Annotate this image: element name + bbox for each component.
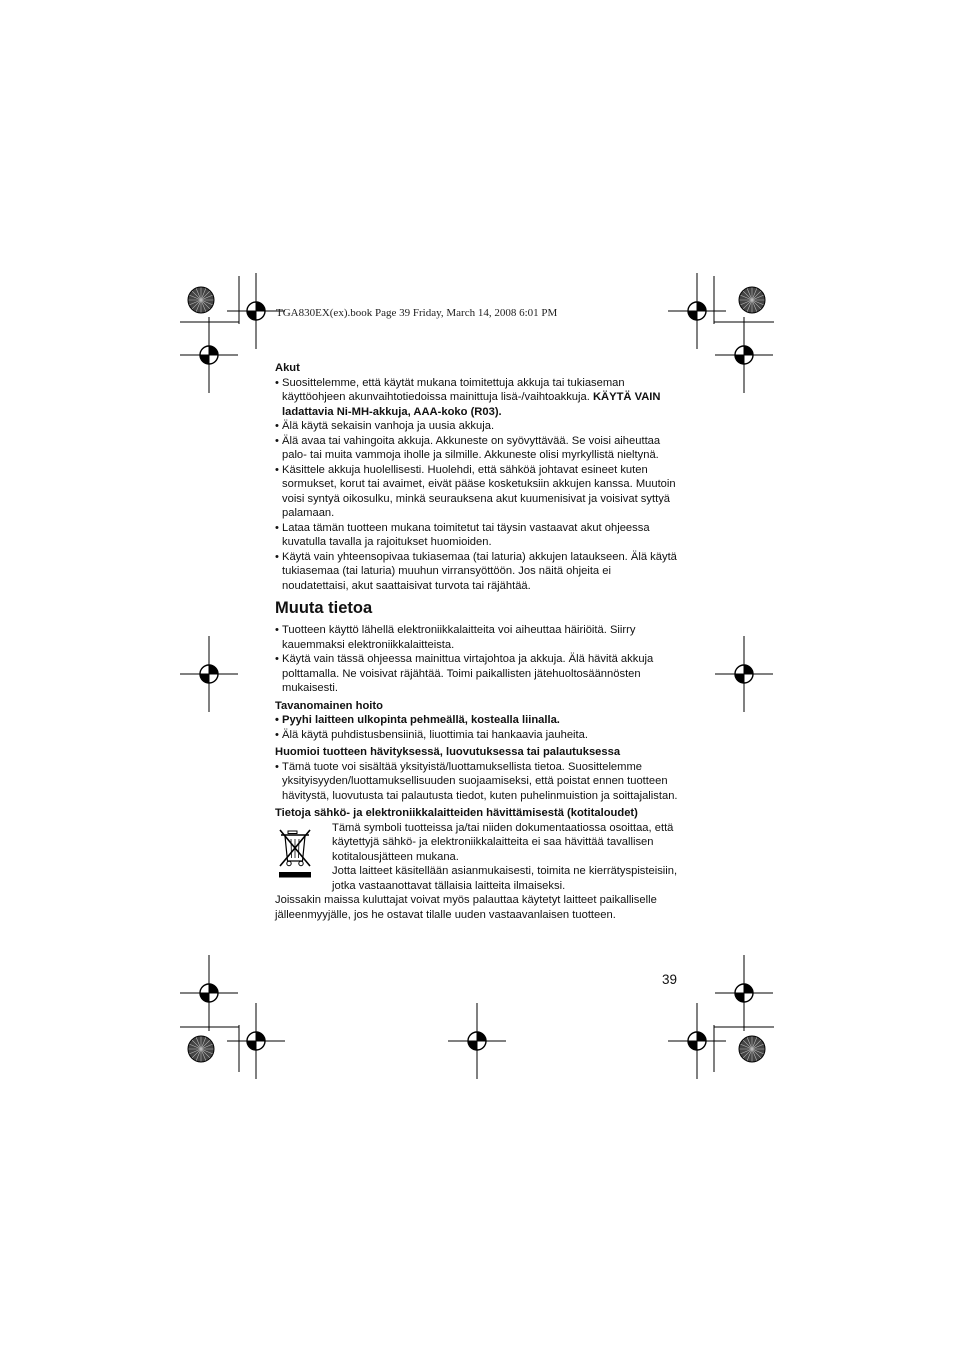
list-item: • Älä käytä sekaisin vanhoja ja uusia akkuja. [275, 419, 680, 434]
registration-mark-icon [180, 317, 238, 393]
page-content [275, 361, 680, 922]
registration-mark-icon [180, 955, 238, 1031]
section-heading-hoito: Tavanomainen hoito [275, 699, 383, 712]
registration-mark-icon [188, 1036, 214, 1062]
registration-mark-icon [668, 1003, 726, 1079]
akut-list [275, 376, 680, 594]
list-item: • Käsittele akkuja huolellisesti. Huolehdi, että sähköä johtavat esineet kuten sormukset, korut tai avaimet, eivät pääse kosketuksiin akkujen kanssa. Muutoin voisi syntyä oikosulku, minkä seurauksena akut kuumenisivat ja voisivat syttyä palamaan. [275, 463, 680, 521]
section-heading-akut: Akut [275, 362, 300, 374]
list-item: • Käytä vain yhteensopivaa tukiasemaa (tai laturia) akkujen lataukseen. Älä käytä tukiasemaa (tai laturia) muuhun virransyöttöön. Jos näitä ohjeita ei noudatettaisi, akut saattaisivat turvota tai räjähtää. [275, 550, 680, 594]
registration-mark-icon [188, 287, 214, 313]
section-heading-huomioi: Huomioi tuotteen hävityksessä, luovutuksessa tai palautuksessa [275, 746, 621, 758]
list-item: • Suosittelemme, että käytät mukana toimitettuja akkuja tai tukiaseman käyttöohjeen akunvaihtotiedoissa mainittuja lisä-/vaihtoakkuja. KÄYTÄ VAIN ladattavia Ni-MH-akkuja, AAA-koko (R03). [275, 376, 680, 420]
weee-paragraph: Joissakin maissa kuluttajat voivat myös palauttaa käytetyt laitteet paikalliselle jälleenmyyjälle, jos he ostavat tilalle uuden vastaavanlaisen tuotteen. [275, 894, 657, 921]
registration-mark-icon [739, 287, 765, 313]
page-number: 39 [662, 972, 678, 987]
list-item: • Pyyhi laitteen ulkopinta pehmeällä, kostealla liinalla. [275, 713, 680, 728]
registration-mark-icon [715, 317, 773, 393]
registration-mark-icon [739, 1036, 765, 1062]
section-heading-muuta-tietoa: Muuta tietoa [275, 599, 373, 617]
muuta-list [275, 623, 680, 696]
list-item: • Älä avaa tai vahingoita akkuja. Akkuneste on syövyttävää. Se voisi aiheuttaa palo- tai muita vammoja iholle ja silmille. Akkuneste olisi myrkyllistä nieltynä. [275, 434, 680, 463]
registration-mark-icon [715, 636, 773, 712]
huomioi-list [275, 760, 680, 804]
registration-mark-icon [715, 955, 773, 1031]
bold-warning: KÄYTÄ VAIN ladattavia Ni-MH-akkuja, AAA-koko (R03). [282, 391, 661, 418]
list-item: • Tämä tuote voi sisältää yksityistä/luottamuksellista tietoa. Suosittelemme yksityisyyden/luottamuksellisuuden suojaamiseksi, että poistat ennen tuotteen hävitystä, luovutusta tai palautusta tiedot, kuten puhelinmuistion ja soittajalistan. [275, 760, 680, 804]
list-item: • Älä käytä puhdistusbensiiniä, liuottimia tai hankaavia jauheita. [275, 728, 680, 743]
registration-mark-icon [227, 1003, 285, 1079]
registration-mark-icon [448, 1003, 506, 1079]
list-item: • Lataa tämän tuotteen mukana toimitetut tai täysin vastaavat akut ohjeessa kuvatulla tavalla ja rajoitukset huomioiden. [275, 521, 680, 550]
weee-paragraph: Jotta laitteet käsitellään asianmukaisesti, toimita ne kierrätyspisteisiin, jotka vastaanottavat tällaisia laitteita ilmaiseksi. [332, 865, 678, 892]
weee-crossed-bin-icon [275, 825, 319, 881]
list-item: • Käytä vain tässä ohjeessa mainittua virtajohtoa ja akkuja. Älä hävitä akkuja polttamalla. Ne voisivat räjähtää. Toimi paikallisten jätehuoltosäännösten mukaisesti. [275, 652, 680, 696]
section-heading-tietoja: Tietoja sähkö- ja elektroniikkalaitteiden hävittämisestä (kotitaloudet) [275, 807, 638, 819]
weee-text [332, 821, 680, 894]
registration-mark-icon [668, 273, 726, 349]
weee-block [275, 821, 680, 894]
list-item: • Tuotteen käyttö lähellä elektroniikkalaitteita voi aiheuttaa häiriöitä. Siirry kauemmaksi elektroniikkalaitteista. [275, 623, 680, 652]
book-file-info: TGA830EX(ex).book Page 39 Friday, March 14, 2008 6:01 PM [276, 307, 558, 319]
registration-mark-icon [180, 636, 238, 712]
weee-paragraph: Tämä symboli tuotteissa ja/tai niiden dokumentaatiossa osoittaa, että käytettyjä sähkö- ja elektroniikkalaitteita ei saa hävittää tavallisen kotitalousjätteen mukana. [332, 821, 674, 863]
hoito-list [275, 713, 680, 742]
